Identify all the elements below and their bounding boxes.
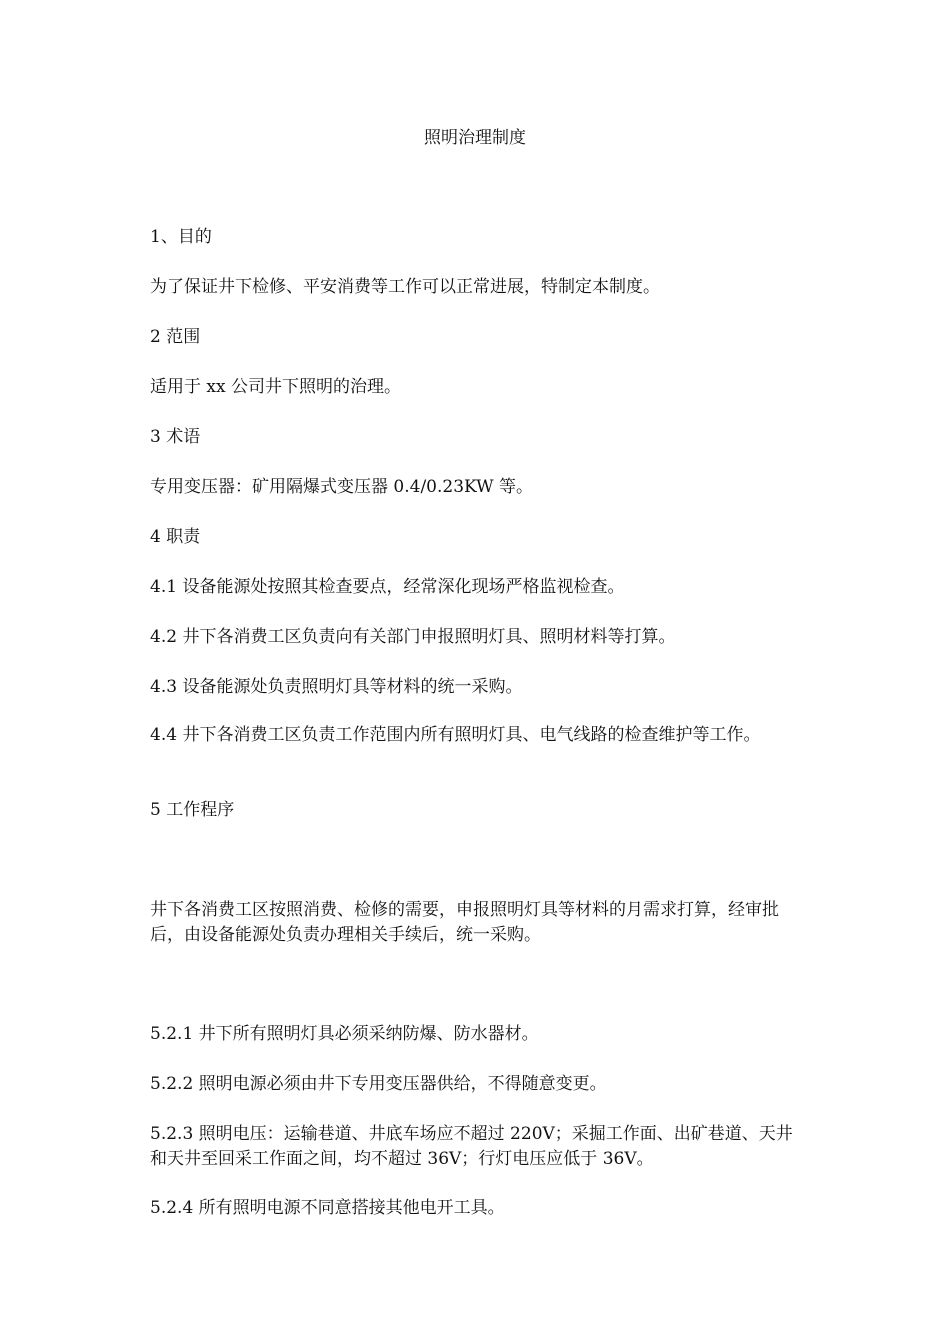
terms-text: 专用变压器：矿用隔爆式变压器 0.4/0.23KW 等。 bbox=[150, 477, 533, 497]
duty-4-1: 4.1 设备能源处按照其检查要点，经常深化现场严格监视检查。 bbox=[150, 577, 625, 597]
section-heading-purpose: 1、目的 bbox=[150, 227, 212, 247]
duty-4-2: 4.2 井下各消费工区负责向有关部门申报照明灯具、照明材料等打算。 bbox=[150, 627, 676, 647]
rule-5-2-2: 5.2.2 照明电源必须由井下专用变压器供给，不得随意变更。 bbox=[150, 1074, 607, 1094]
section-heading-scope: 2 范围 bbox=[150, 327, 201, 347]
scope-text: 适用于 xx 公司井下照明的治理。 bbox=[150, 377, 401, 397]
rule-5-2-1: 5.2.1 井下所有照明灯具必须采纳防爆、防水器材。 bbox=[150, 1024, 539, 1044]
section-heading-duties: 4 职责 bbox=[150, 527, 201, 547]
duty-4-3: 4.3 设备能源处负责照明灯具等材料的统一采购。 bbox=[150, 677, 523, 697]
procedure-text: 井下各消费工区按照消费、检修的需要，申报照明灯具等材料的月需求打算，经审批后，由设备能源处负责办理相关手续后，统一采购。 bbox=[150, 900, 779, 945]
duty-4-4: 4.4 井下各消费工区负责工作范围内所有照明灯具、电气线路的检查维护等工作。 bbox=[150, 725, 761, 745]
rule-5-2-4: 5.2.4 所有照明电源不同意搭接其他电开工具。 bbox=[150, 1198, 505, 1218]
section-heading-terms: 3 术语 bbox=[150, 427, 201, 447]
document-title: 照明治理制度 bbox=[424, 128, 526, 148]
section-heading-procedure: 5 工作程序 bbox=[150, 800, 235, 820]
purpose-text: 为了保证井下检修、平安消费等工作可以正常进展，特制定本制度。 bbox=[150, 277, 660, 297]
rule-5-2-3: 5.2.3 照明电压：运输巷道、井底车场应不超过 220V；采掘工作面、出矿巷道、天井和天井至回采工作面之间，均不超过 36V；行灯电压应低于 36V。 bbox=[150, 1124, 793, 1169]
